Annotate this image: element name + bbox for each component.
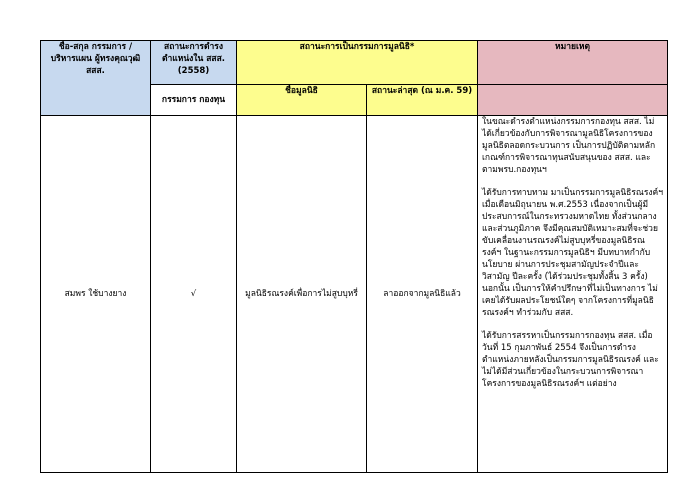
subheader-latest-status: สถานะล่าสุด (ณ ม.ค. 59): [367, 85, 478, 116]
subheader-remarks-blank: [478, 85, 668, 116]
foundation-name: มูลนิธิรณรงค์เพื่อการไม่สูบบุหรี่: [237, 116, 367, 473]
remark-paragraph: ได้รับการสรรหาเป็นกรรมการกองทุน สสส. เมื่อวันที่ 15 กุมภาพันธ์ 2554 จึงเป็นการดำรงตำแหน่งภายหลังเป็นกรรมการมูลนิธิรณรงค์ และไม่ได้มีส่วนเกี่ยวข้องในกระบวนการพิจารณาโครงการของมูลนิธิรณรงค์ฯ แต่อย่าง: [482, 331, 659, 389]
remark-paragraph: ในขณะดำรงตำแหน่งกรรมการกองทุน สสส. ไม่ได้เกี่ยวข้องกับการพิจารณามูลนิธิโครงการของมูลนิธิตลอดกระบวนการ เป็นการปฏิบัติตามหลักเกณฑ์การพิจารณาทุนสนับสนุนของ สสส. และตามพรบ.กองทุนฯ: [482, 117, 656, 175]
header-name: ชื่อ-สกุล กรรมการ / บริหารแผน ผู้ทรงคุณวุฒิ สสส.: [41, 41, 151, 116]
subheader-foundation-name: ชื่อมูลนิธิ: [237, 85, 367, 116]
subheader-board: กรรมการ กองทุน: [151, 85, 237, 116]
member-name: สมพร ใช้บางยาง: [41, 116, 151, 473]
remarks-cell: [478, 116, 668, 473]
header-foundation-status: สถานะการเป็นกรรมการมูลนิธิ*: [237, 41, 478, 85]
header-status-position: สถานะการดำรงตำแหน่งใน สสส. (2558): [151, 41, 237, 85]
header-remarks: หมายเหตุ: [478, 41, 668, 85]
latest-status: ลาออกจากมูลนิธิแล้ว: [367, 116, 478, 473]
member-status-table: [40, 40, 668, 473]
remark-paragraph: ได้รับการทาบทาม มาเป็นกรรมการมูลนิธิรณรงค์ฯ เมื่อเดือนมิถุนายน พ.ศ.2553 เนื่องจากเป็นผู้มีประสบการณ์ในกระทรวงมหาดไทย ทั้งส่วนกลางและส่วนภูมิภาค จึงมีคุณสมบัติเหมาะสมที่จะช่วยขับเคลื่อนงานรณรงค์ไม่สูบบุหรี่ของมูลนิธิรณรงค์ฯ ในฐานะกรรมการมูลนิธิฯ มีบทบาทกำกับนโยบาย ผ่านการประชุมสามัญประจำปีและวิสามัญ ปีละครั้ง (ได้ร่วมประชุมทั้งสิ้น 3 ครั้ง) นอกนั้น เป็นการให้คำปรึกษาที่ไม่เป็นทางการ ไม่เคยได้รับผลประโยชน์ใดๆ จากโครงการที่มูลนิธิรณรงค์ฯ ทำร่วมกับ สสส.: [482, 188, 663, 318]
table-row: [41, 116, 668, 473]
board-checkmark: √: [151, 116, 237, 473]
